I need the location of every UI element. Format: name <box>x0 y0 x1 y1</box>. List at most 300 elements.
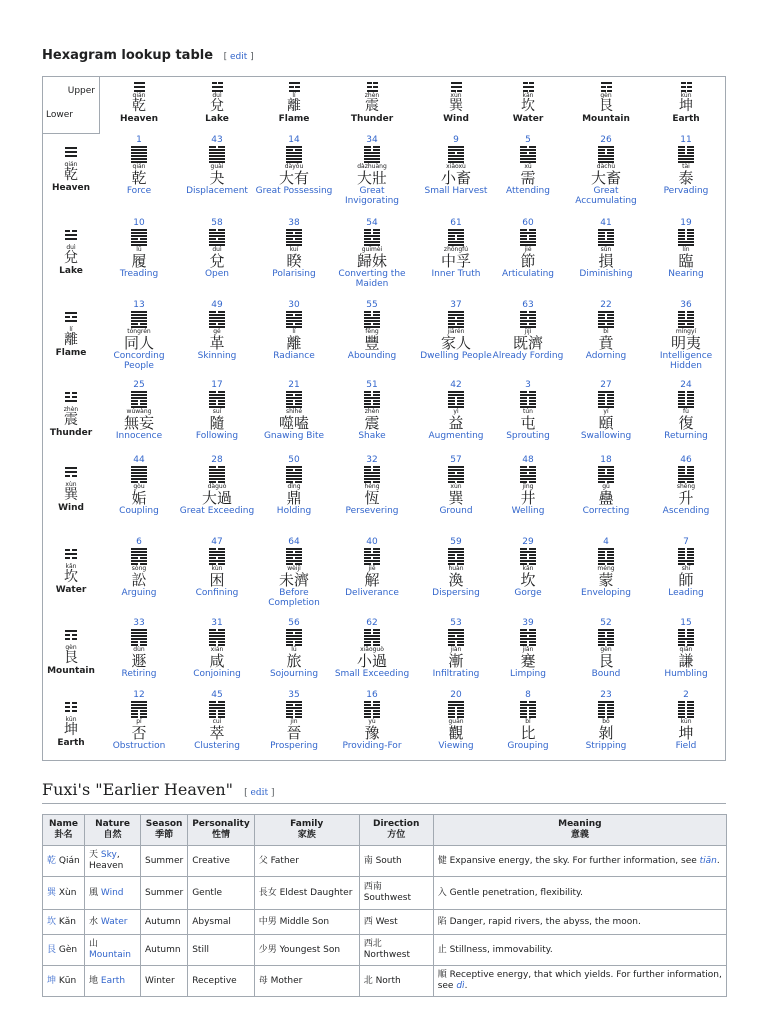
hexagram-char: 賁 <box>598 334 614 352</box>
hexagram-number[interactable]: 44 <box>133 455 145 465</box>
hexagram-name[interactable]: Augmenting <box>428 431 484 441</box>
hexagram-cell <box>489 135 567 196</box>
trigram-char: 巽 <box>64 487 78 503</box>
hexagram-char: 豫 <box>364 724 380 742</box>
table-cell: 巽 Xùn <box>43 877 85 910</box>
pinyin: yù <box>368 718 376 725</box>
pinyin: wèijì <box>287 565 301 572</box>
trigram-link[interactable]: 坎 <box>47 916 57 927</box>
pinyin: kǎn <box>522 565 534 572</box>
hexagram-number[interactable]: 17 <box>211 380 223 390</box>
hexagram-number[interactable]: 14 <box>288 135 300 145</box>
hexagram-char: 未濟 <box>278 571 309 589</box>
hexagram-number[interactable]: 31 <box>211 618 223 628</box>
hexagram-cell <box>417 537 495 598</box>
hexagram-char: 升 <box>678 489 694 507</box>
hexagram-number[interactable]: 4 <box>603 537 609 547</box>
hexagram-char: 夬 <box>209 169 225 187</box>
row-header-wind <box>42 467 100 513</box>
pinyin: míngyí <box>675 328 697 335</box>
hexagram-number[interactable]: 35 <box>288 690 300 700</box>
hexagram-name[interactable]: Ground <box>439 506 473 516</box>
hexagram-cell <box>333 218 411 289</box>
hexagram-cell <box>100 690 178 751</box>
hexagram-number[interactable]: 36 <box>680 300 692 310</box>
trigram-link[interactable]: 巽 <box>47 887 57 898</box>
hexagram-number[interactable]: 3 <box>525 380 531 390</box>
hexagram-char: 晉 <box>286 724 302 742</box>
hexagram-cell <box>255 135 333 196</box>
hexagram-char: 咸 <box>209 652 225 670</box>
hexagram-number[interactable]: 1 <box>136 135 142 145</box>
trigram-name: Water <box>512 114 544 124</box>
pinyin: gòu <box>133 483 145 490</box>
hexagram-char: 明夷 <box>670 334 701 352</box>
trigram-char: 坤 <box>679 98 693 114</box>
column-header-heaven <box>100 82 178 124</box>
hexagram-char: 兌 <box>209 252 225 270</box>
hexagram-cell <box>647 537 725 598</box>
pinyin: jìjì <box>524 328 532 335</box>
trigram-link[interactable]: 乾 <box>47 855 57 866</box>
hexagram-name[interactable]: Gnawing Bite <box>263 431 325 441</box>
hexagram-number[interactable]: 10 <box>133 218 145 228</box>
hexagram-cell <box>178 537 256 598</box>
table-cell: 艮 Gèn <box>43 935 85 966</box>
hexagram-name[interactable]: Converting the Maiden <box>338 269 406 289</box>
hexagram-number[interactable]: 26 <box>600 135 612 145</box>
table-row <box>43 910 727 935</box>
hexagram-name[interactable]: Skinning <box>197 351 237 361</box>
trigram-char: 離 <box>287 98 301 114</box>
hexagram-name[interactable]: Before Completion <box>268 588 320 608</box>
pinyin: sǔn <box>600 246 612 253</box>
edit-link[interactable]: [ edit ] <box>244 788 275 798</box>
hexagram-cell <box>333 537 411 598</box>
pinyin: xū <box>524 163 532 170</box>
hexagram-number[interactable]: 15 <box>680 618 692 628</box>
hexagram-cell <box>333 135 411 206</box>
pinyin: xiǎoxù <box>446 163 466 170</box>
hexagram-number[interactable]: 32 <box>366 455 378 465</box>
hexagram-name[interactable]: Holding <box>276 506 312 516</box>
trigram-name: Thunder <box>49 428 93 438</box>
hexagram-name[interactable]: Persevering <box>345 506 399 516</box>
hexagram-name[interactable]: Humbling <box>664 669 708 679</box>
table-cell: 西 West <box>359 910 433 935</box>
table-cell: 北 North <box>359 966 433 997</box>
nature-link[interactable]: Water <box>100 916 128 927</box>
hexagram-cell <box>417 380 495 441</box>
table-cell: 風 Wind <box>85 877 141 910</box>
table-cell: Summer <box>141 846 188 877</box>
hexagram-name[interactable]: Dispersing <box>432 588 480 598</box>
hexagram-name[interactable]: Articulating <box>501 269 554 279</box>
hexagram-cell <box>417 135 495 196</box>
hexagram-name[interactable]: Force <box>126 186 152 196</box>
hexagram-name[interactable]: Gorge <box>514 588 542 598</box>
hexagram-number[interactable]: 27 <box>600 380 612 390</box>
hexagram-number[interactable]: 58 <box>211 218 223 228</box>
trigram-link[interactable]: 艮 <box>47 944 57 955</box>
pinyin: qián <box>132 92 146 99</box>
table-row <box>43 935 727 966</box>
hexagram-name[interactable]: Abounding <box>347 351 397 361</box>
lower-label: Lower <box>46 110 73 120</box>
hexagram-number[interactable]: 37 <box>450 300 462 310</box>
hexagram-name[interactable]: Great Accumulating <box>575 186 637 206</box>
hexagram-number[interactable]: 56 <box>288 618 300 628</box>
hexagram-name[interactable]: Leading <box>668 588 704 598</box>
table-cell: Receptive <box>188 966 255 997</box>
hexagram-cell <box>417 218 495 279</box>
hexagram-number[interactable]: 8 <box>525 690 531 700</box>
hexagram-char: 大過 <box>201 489 232 507</box>
hexagram-cell <box>178 218 256 279</box>
hexagram-name[interactable]: Treading <box>119 269 159 279</box>
hexagram-number[interactable]: 21 <box>288 380 300 390</box>
hexagram-cell <box>100 537 178 598</box>
nature-link[interactable]: Earth <box>100 975 126 986</box>
hexagram-cell <box>100 135 178 196</box>
hexagram-number[interactable]: 61 <box>450 218 462 228</box>
pinyin: xùn <box>450 92 462 99</box>
pinyin: zhèn <box>364 408 380 415</box>
table-cell: 父 Father <box>254 846 359 877</box>
pinyin: jǐng <box>522 483 534 490</box>
trigram-char: 坤 <box>64 722 78 738</box>
hexagram-number[interactable]: 5 <box>525 135 531 145</box>
hexagram-name[interactable]: Shake <box>358 431 386 441</box>
table-cell: 西北 Northwest <box>359 935 433 966</box>
hexagram-char: 節 <box>520 252 536 270</box>
hexagram-number[interactable]: 52 <box>600 618 612 628</box>
trigram-char: 乾 <box>64 167 78 183</box>
pinyin: dàguò <box>207 483 227 490</box>
table-cell: 母 Mother <box>254 966 359 997</box>
hexagram-name[interactable]: Returning <box>664 431 708 441</box>
hexagram-name[interactable]: Sprouting <box>506 431 550 441</box>
hexagram-char: 小畜 <box>440 169 471 187</box>
hexagram-name[interactable]: Clustering <box>194 741 240 751</box>
pinyin: gèn <box>600 92 612 99</box>
hexagram-char: 家人 <box>440 334 471 352</box>
hexagram-number[interactable]: 53 <box>450 618 462 628</box>
edit-link[interactable]: [ edit ] <box>223 52 254 62</box>
pinyin: kūn <box>65 716 77 723</box>
hexagram-cell <box>567 537 645 598</box>
hexagram-char: 觀 <box>448 724 464 742</box>
table-cell: Autumn <box>141 935 188 966</box>
row-header-thunder <box>42 392 100 438</box>
hexagram-char: 乾 <box>131 169 147 187</box>
hexagram-number[interactable]: 6 <box>136 537 142 547</box>
table-cell: Still <box>188 935 255 966</box>
pinyin: zhèn <box>364 92 380 99</box>
pinyin: bǐ <box>525 718 531 725</box>
hexagram-number[interactable]: 39 <box>522 618 534 628</box>
hexagram-name[interactable]: Following <box>195 431 239 441</box>
row-header-water <box>42 549 100 595</box>
hexagram-name[interactable]: Field <box>675 741 697 751</box>
pinyin: shēng <box>676 483 696 490</box>
hexagram-cell <box>567 690 645 751</box>
hexagram-name[interactable]: Swallowing <box>580 431 632 441</box>
hexagram-name[interactable]: Conjoining <box>193 669 241 679</box>
hexagram-name[interactable]: Innocence <box>115 431 163 441</box>
pinyin: lín <box>682 246 690 253</box>
pinyin: qiān <box>679 646 693 653</box>
table-cell: Winter <box>141 966 188 997</box>
pinyin: qián <box>64 161 78 168</box>
hexagram-number[interactable]: 51 <box>366 380 378 390</box>
hexagram-name[interactable]: Viewing <box>438 741 474 751</box>
hexagram-name[interactable]: Infiltrating <box>432 669 480 679</box>
column-header-lake <box>178 82 256 124</box>
hexagram-cell <box>333 455 411 516</box>
hexagram-name[interactable]: Correcting <box>582 506 630 516</box>
hexagram-name[interactable]: Sojourning <box>269 669 319 679</box>
pinyin: zhōngfú <box>443 246 469 253</box>
trigram-char: 兌 <box>210 98 224 114</box>
hexagram-number[interactable]: 64 <box>288 537 300 547</box>
hexagram-number[interactable]: 40 <box>366 537 378 547</box>
hexagram-number[interactable]: 59 <box>450 537 462 547</box>
hexagram-char: 小過 <box>356 652 387 670</box>
nature-link[interactable]: Mountain <box>89 950 131 960</box>
table-cell: 水 Water <box>85 910 141 935</box>
hexagram-cell <box>417 300 495 361</box>
hexagram-name[interactable]: Diminishing <box>579 269 633 279</box>
hexagram-name[interactable]: Nearing <box>668 269 704 279</box>
hexagram-number[interactable]: 19 <box>680 218 692 228</box>
hexagram-cell <box>255 618 333 679</box>
hexagram-char: 無妄 <box>123 414 154 432</box>
hexagram-number[interactable]: 34 <box>366 135 378 145</box>
hexagram-number[interactable]: 38 <box>288 218 300 228</box>
hexagram-number[interactable]: 16 <box>366 690 378 700</box>
pinyin: lí <box>292 92 296 99</box>
hexagram-cell <box>255 537 333 608</box>
nature-link[interactable]: Wind <box>100 887 124 898</box>
column-header: Personality 性情 <box>188 815 255 846</box>
see-link[interactable]: tiān <box>699 855 717 866</box>
table-cell: 長女 Eldest Daughter <box>254 877 359 910</box>
trigram-name: Wind <box>443 114 469 124</box>
hexagram-char: 恆 <box>364 489 380 507</box>
hexagram-name[interactable]: Small Harvest <box>424 186 488 196</box>
pinyin: yí <box>603 408 609 415</box>
hexagram-name[interactable]: Grouping <box>507 741 549 751</box>
hexagram-name[interactable]: Inner Truth <box>431 269 481 279</box>
hexagram-number[interactable]: 25 <box>133 380 145 390</box>
table-cell: 南 South <box>359 846 433 877</box>
hexagram-name[interactable]: Arguing <box>121 588 157 598</box>
hexagram-number[interactable]: 55 <box>366 300 378 310</box>
hexagram-char: 離 <box>286 334 302 352</box>
hexagram-cell <box>489 618 567 679</box>
hexagram-number[interactable]: 41 <box>600 218 612 228</box>
hexagram-name[interactable]: Great Exceeding <box>179 506 255 516</box>
hexagram-char: 履 <box>131 252 147 270</box>
hexagram-number[interactable]: 24 <box>680 380 692 390</box>
hexagram-char: 否 <box>131 724 147 742</box>
hexagram-number[interactable]: 63 <box>522 300 534 310</box>
hexagram-cell <box>647 218 725 279</box>
hexagram-cell <box>255 218 333 279</box>
heading-rule <box>42 803 726 804</box>
hexagram-name[interactable]: Concording People <box>113 351 165 371</box>
hexagram-name[interactable]: Welling <box>511 506 545 516</box>
hexagram-number[interactable]: 2 <box>683 690 689 700</box>
pinyin: duì <box>212 246 222 253</box>
hexagram-name[interactable]: Deliverance <box>345 588 399 598</box>
table-row <box>43 846 727 877</box>
trigram-name: Earth <box>672 114 700 124</box>
pinyin: kūn <box>680 718 692 725</box>
hexagram-number[interactable]: 33 <box>133 618 145 628</box>
pinyin: héng <box>364 483 380 490</box>
hexagram-number[interactable]: 23 <box>600 690 612 700</box>
hexagram-name[interactable]: Adorning <box>585 351 627 361</box>
hexagram-char: 大畜 <box>590 169 621 187</box>
hexagram-number[interactable]: 28 <box>211 455 223 465</box>
trigram-name: Lake <box>59 266 83 276</box>
hexagram-char: 井 <box>520 489 536 507</box>
hexagram-cell <box>567 455 645 516</box>
hexagram-char: 漸 <box>448 652 464 670</box>
hexagram-name[interactable]: Intelligence Hidden <box>659 351 713 371</box>
hexagram-name[interactable]: Providing-For <box>342 741 402 751</box>
pinyin: duì <box>66 244 76 251</box>
trigram-name: Heaven <box>119 114 159 124</box>
hexagram-number[interactable]: 54 <box>366 218 378 228</box>
hexagram-number[interactable]: 50 <box>288 455 300 465</box>
hexagram-char: 屯 <box>520 414 536 432</box>
hexagram-number[interactable]: 13 <box>133 300 145 310</box>
table-cell: Gentle <box>188 877 255 910</box>
hexagram-number[interactable]: 42 <box>450 380 462 390</box>
trigram-link[interactable]: 坤 <box>47 975 57 986</box>
hexagram-cell <box>100 218 178 279</box>
hexagram-number[interactable]: 7 <box>683 537 689 547</box>
hexagram-number[interactable]: 49 <box>211 300 223 310</box>
hexagram-name[interactable]: Dwelling People <box>420 351 492 361</box>
nature-link[interactable]: Sky <box>100 850 117 860</box>
pinyin: jìn <box>290 718 298 725</box>
hexagram-name[interactable]: Bound <box>591 669 621 679</box>
hexagram-number[interactable]: 30 <box>288 300 300 310</box>
hexagram-number[interactable]: 62 <box>366 618 378 628</box>
hexagram-number[interactable]: 43 <box>211 135 223 145</box>
pinyin: jiàn <box>450 646 462 653</box>
pinyin: tún <box>523 408 533 415</box>
hexagram-name[interactable]: Enveloping <box>581 588 631 598</box>
pinyin: kǎn <box>65 563 77 570</box>
hexagram-name[interactable]: Retiring <box>121 669 157 679</box>
hexagram-number[interactable]: 11 <box>680 135 692 145</box>
hexagram-number[interactable]: 46 <box>680 455 692 465</box>
table-cell: 健 Expansive energy, the sky. For further information, see tiān. <box>433 846 726 877</box>
hexagram-name[interactable]: Great Possessing <box>255 186 333 196</box>
pinyin: cuì <box>212 718 222 725</box>
pinyin: jiě <box>368 565 376 572</box>
hexagram-name[interactable]: Polarising <box>272 269 316 279</box>
hexagram-name[interactable]: Coupling <box>119 506 159 516</box>
table-row <box>43 877 727 910</box>
hexagram-name[interactable]: Great Invigorating <box>344 186 400 206</box>
hexagram-number[interactable]: 57 <box>450 455 462 465</box>
hexagram-char: 解 <box>364 571 380 589</box>
hexagram-name[interactable]: Pervading <box>663 186 709 196</box>
hexagram-name[interactable]: Limping <box>510 669 546 679</box>
hexagram-number[interactable]: 47 <box>211 537 223 547</box>
trigram-name: Water <box>55 585 87 595</box>
trigram-name: Flame <box>55 348 87 358</box>
hexagram-name[interactable]: Attending <box>506 186 550 196</box>
pinyin: xùn <box>450 483 462 490</box>
pinyin: qián <box>132 163 146 170</box>
hexagram-number[interactable]: 12 <box>133 690 145 700</box>
trigram-char: 巽 <box>449 98 463 114</box>
hexagram-char: 坤 <box>678 724 694 742</box>
hexagram-number[interactable]: 20 <box>450 690 462 700</box>
hexagram-number[interactable]: 45 <box>211 690 223 700</box>
hexagram-number[interactable]: 22 <box>600 300 612 310</box>
pinyin: suí <box>212 408 222 415</box>
trigram-char: 艮 <box>64 650 78 666</box>
pinyin: tài <box>682 163 690 170</box>
trigram-char: 兌 <box>64 250 78 266</box>
see-link[interactable]: dì <box>456 981 465 991</box>
pinyin: fēng <box>365 328 379 335</box>
pinyin: dǐng <box>287 483 301 490</box>
hexagram-name[interactable]: Obstruction <box>112 741 166 751</box>
hexagram-char: 鼎 <box>286 489 302 507</box>
hexagram-number[interactable]: 48 <box>522 455 534 465</box>
fuxi-table <box>42 814 727 997</box>
hexagram-char: 旅 <box>286 652 302 670</box>
table-cell: 西南 Southwest <box>359 877 433 910</box>
hexagram-char: 大壯 <box>356 169 387 187</box>
column-header-wind <box>417 82 495 124</box>
hexagram-name[interactable]: Stripping <box>585 741 627 751</box>
hexagram-name[interactable]: Displacement <box>186 186 248 196</box>
hexagram-name[interactable]: Confining <box>195 588 239 598</box>
hexagram-number[interactable]: 60 <box>522 218 534 228</box>
hexagram-char: 豐 <box>364 334 380 352</box>
hexagram-name[interactable]: Ascending <box>662 506 710 516</box>
hexagram-cell <box>178 380 256 441</box>
hexagram-number[interactable]: 29 <box>522 537 534 547</box>
hexagram-char: 坎 <box>520 571 536 589</box>
hexagram-name[interactable]: Small Exceeding <box>334 669 410 679</box>
trigram-char: 離 <box>64 332 78 348</box>
hexagram-number[interactable]: 18 <box>600 455 612 465</box>
pinyin: lǚ <box>291 646 297 653</box>
pinyin: shī <box>681 565 691 572</box>
hexagram-number[interactable]: 9 <box>453 135 459 145</box>
hexagram-cell <box>178 300 256 361</box>
hexagram-name[interactable]: Open <box>204 269 230 279</box>
hexagram-name[interactable]: Already Fording <box>492 351 564 361</box>
pinyin: shìhé <box>285 408 303 415</box>
hexagram-name[interactable]: Prospering <box>270 741 318 751</box>
pinyin: xián <box>210 646 224 653</box>
hexagram-char: 訟 <box>131 571 147 589</box>
pinyin: dàyǒu <box>284 163 304 170</box>
hexagram-name[interactable]: Radiance <box>273 351 315 361</box>
